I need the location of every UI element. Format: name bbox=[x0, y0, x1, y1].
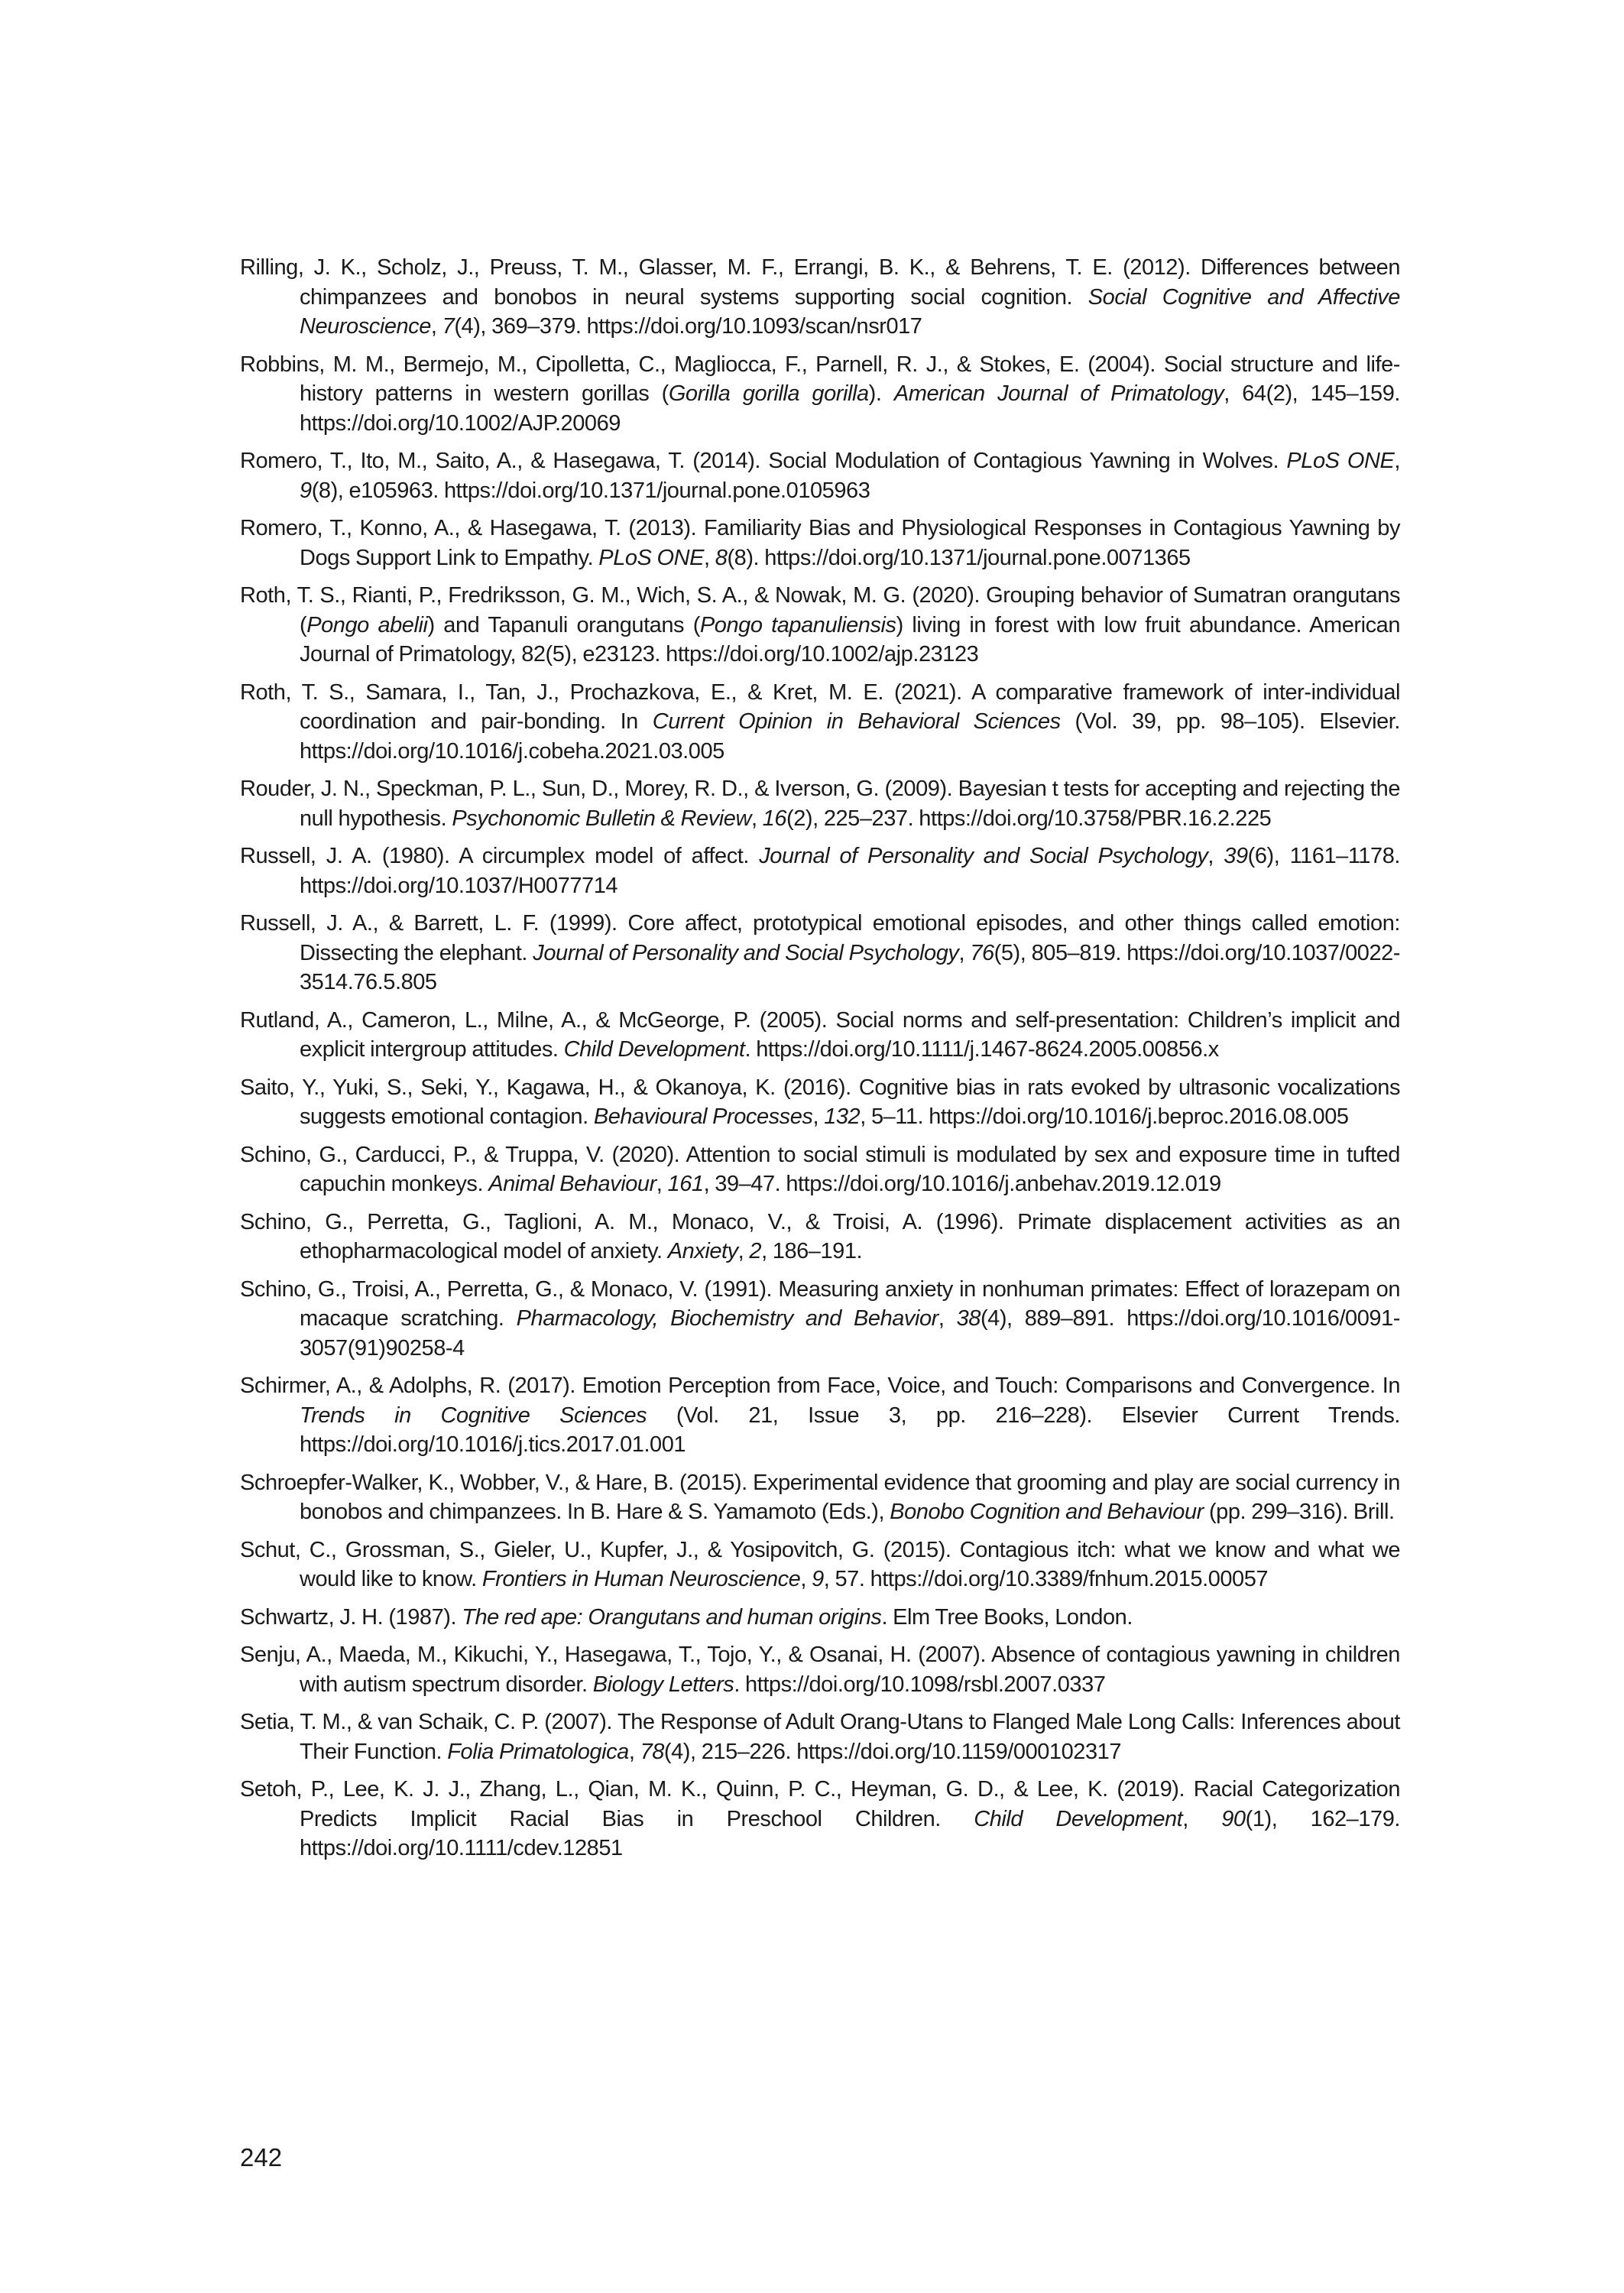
reference-entry: Roth, T. S., Rianti, P., Fredriksson, G. M., Wich, S. A., & Nowak, M. G. (2020). Grouping behavior of Sumatran orangutans (Pongo abelii) and Tapanuli orangutans (Pongo tapanuliensis) living in forest with low fruit abundance. American Journal of Primatology, 82(5), e23123. https://doi.org/10.1002/ajp.23123 bbox=[240, 583, 1400, 666]
reference-entry: Schino, G., Perretta, G., Taglioni, A. M., Monaco, V., & Troisi, A. (1996). Primate displacement activities as an ethopharmacological model of anxiety. Anxiety, 2, 186–191. bbox=[240, 1209, 1400, 1263]
reference-entry: Schino, G., Carducci, P., & Truppa, V. (2020). Attention to social stimuli is modulated by sex and exposure time in tufted capuchin monkeys. Animal Behaviour, 161, 39–47. https://doi.org/10.1016/j.anbehav.2019.12.019 bbox=[240, 1142, 1400, 1196]
reference-entry: Russell, J. A., & Barrett, L. F. (1999). Core affect, prototypical emotional episodes, and other things called emotion: Dissecting the elephant. Journal of Personality and Social Psychology, 76(5), 805–819. https://doi.org/10.1037/0022-3514.76.5.805 bbox=[240, 911, 1401, 994]
reference-entry: Setia, T. M., & van Schaik, C. P. (2007). The Response of Adult Orang-Utans to Flanged Male Long Calls: Inferences about Their Function. Folia Primatologica, 78(4), 215–226. https://doi.org/10.1159/000102317 bbox=[240, 1710, 1400, 1764]
page-number: 242 bbox=[240, 2143, 283, 2171]
reference-entry: Roth, T. S., Samara, I., Tan, J., Prochazkova, E., & Kret, M. E. (2021). A comparative framework of inter-individual coordination and pair-bonding. In Current Opinion in Behavioral Sciences (Vol. 39, pp. 98–105). Elsevier. https://doi.org/10.1016/j.cobeha.2021.03.005 bbox=[240, 679, 1400, 764]
reference-entry: Romero, T., Konno, A., & Hasegawa, T. (2013). Familiarity Bias and Physiological Responses in Contagious Yawning by Dogs Support Link to Empathy. PLoS ONE, 8(8). https://doi.org/10.1371/journal.pone.0071365 bbox=[240, 516, 1400, 570]
reference-entry: Saito, Y., Yuki, S., Seki, Y., Kagawa, H., & Okanoya, K. (2016). Cognitive bias in rats evoked by ultrasonic vocalizations suggests emotional contagion. Behavioural Processes, 132, 5–11. https://doi.org/10.1016/j.beproc.2016.08.005 bbox=[240, 1075, 1400, 1129]
reference-entry: Robbins, M. M., Bermejo, M., Cipolletta, C., Magliocca, F., Parnell, R. J., & Stokes, E. (2004). Social structure and life-history patterns in western gorillas (Gorilla gorilla gorilla). American Journal of Primatology, 64(2), 145–159. https://doi.org/10.1002/AJP.20069 bbox=[240, 352, 1401, 436]
reference-entry: Schwartz, J. H. (1987). The red ape: Orangutans and human origins. Elm Tree Books, London. bbox=[240, 1604, 1133, 1630]
reference-entry: Schut, C., Grossman, S., Gieler, U., Kupfer, J., & Yosipovitch, G. (2015). Contagious itch: what we know and what we would like to know. Frontiers in Human Neuroscience, 9, 57. https://doi.org/10.3389/fnhum.2015.00057 bbox=[240, 1537, 1400, 1591]
reference-entry: Rutland, A., Cameron, L., Milne, A., & McGeorge, P. (2005). Social norms and self-presentation: Children’s implicit and explicit intergroup attitudes. Child Development. https://doi.org/10.1111/j.1467-8624.2005.00856.x bbox=[240, 1007, 1400, 1062]
reference-entry: Rilling, J. K., Scholz, J., Preuss, T. M., Glasser, M. F., Errangi, B. K., & Behrens, T. E. (2012). Differences between chimpanzees and bonobos in neural systems supporting social cognition. Social Cognitive and Affective Neuroscience, 7(4), 369–379. https://doi.org/10.1093/scan/nsr017 bbox=[240, 255, 1400, 339]
reference-entry: Romero, T., Ito, M., Saito, A., & Hasegawa, T. (2014). Social Modulation of Contagious Yawning in Wolves. PLoS ONE, 9(8), e105963. https://doi.org/10.1371/journal.pone.0105963 bbox=[240, 449, 1400, 503]
reference-list bbox=[240, 253, 1400, 1872]
reference-entry: Schroepfer-Walker, K., Wobber, V., & Hare, B. (2015). Experimental evidence that grooming and play are social currency in bonobos and chimpanzees. In B. Hare & S. Yamamoto (Eds.), Bonobo Cognition and Behaviour (pp. 299–316). Brill. bbox=[240, 1470, 1400, 1524]
reference-entry: Setoh, P., Lee, K. J. J., Zhang, L., Qian, M. K., Quinn, P. C., Heyman, G. D., & Lee, K. (2019). Racial Categorization Predicts Implicit Racial Bias in Preschool Children. Child Development, 90(1), 162–179. https://doi.org/10.1111/cdev.12851 bbox=[240, 1777, 1400, 1860]
reference-entry: Rouder, J. N., Speckman, P. L., Sun, D., Morey, R. D., & Iverson, G. (2009). Bayesian t tests for accepting and rejecting the null hypothesis. Psychonomic Bulletin & Review, 16(2), 225–237. https://doi.org/10.3758/PBR.16.2.225 bbox=[240, 777, 1400, 831]
reference-entry: Schirmer, A., & Adolphs, R. (2017). Emotion Perception from Face, Voice, and Touch: Comparisons and Convergence. In Trends in Cognitive Sciences (Vol. 21, Issue 3, pp. 216–228). Elsevier Current Trends. https://doi.org/10.1016/j.tics.2017.01.001 bbox=[240, 1374, 1400, 1457]
reference-entry: Russell, J. A. (1980). A circumplex model of affect. Journal of Personality and Social Psychology, 39(6), 1161–1178. https://doi.org/10.1037/H0077714 bbox=[240, 844, 1401, 898]
reference-entry: Senju, A., Maeda, M., Kikuchi, Y., Hasegawa, T., Tojo, Y., & Osanai, H. (2007). Absence of contagious yawning in children with autism spectrum disorder. Biology Letters. https://doi.org/10.1098/rsbl.2007.0337 bbox=[240, 1643, 1400, 1697]
reference-entry: Schino, G., Troisi, A., Perretta, G., & Monaco, V. (1991). Measuring anxiety in nonhuman primates: Effect of lorazepam on macaque scratching. Pharmacology, Biochemistry and Behavior, 38(4), 889–891. https://doi.org/10.1016/0091-3057(91)90258-4 bbox=[240, 1276, 1400, 1361]
